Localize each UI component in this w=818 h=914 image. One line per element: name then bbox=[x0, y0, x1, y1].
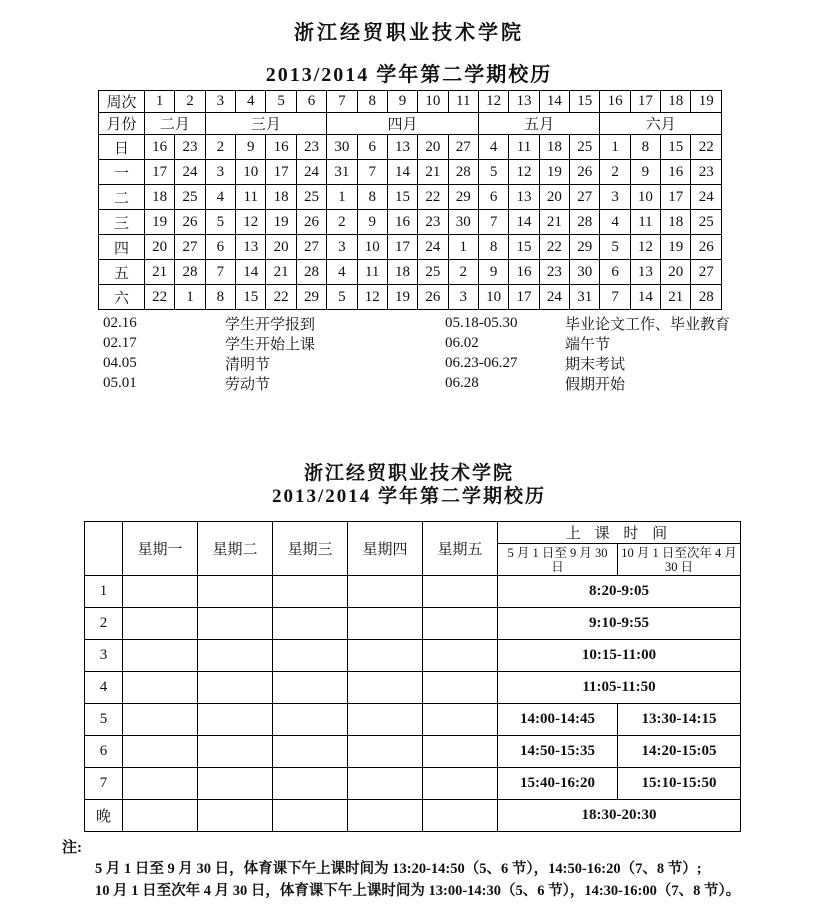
date-cell: 26 bbox=[418, 285, 448, 310]
key-event: 端午节 bbox=[565, 336, 611, 353]
weekday-label: 四 bbox=[99, 235, 145, 260]
week-number-15: 15 bbox=[570, 91, 600, 113]
footnote-line: 5 月 1 日至 9 月 30 日，体育课下午上课时间为 13:20-14:50（5、6 节），14:50-16:20（7、8 节）; bbox=[95, 861, 702, 877]
weekday-label: 三 bbox=[99, 210, 145, 235]
date-cell: 21 bbox=[418, 160, 448, 185]
date-cell: 25 bbox=[418, 260, 448, 285]
date-cell: 21 bbox=[145, 260, 175, 285]
date-cell: 4 bbox=[600, 210, 630, 235]
class-time-winter: 13:30-14:15 bbox=[618, 704, 741, 736]
empty-schedule-cell bbox=[348, 640, 423, 672]
key-event: 学生开学报到 bbox=[225, 316, 316, 333]
date-cell: 12 bbox=[236, 210, 266, 235]
date-cell: 3 bbox=[327, 235, 357, 260]
empty-schedule-cell bbox=[348, 768, 423, 800]
date-cell: 8 bbox=[630, 135, 660, 160]
empty-schedule-cell bbox=[273, 576, 348, 608]
date-cell: 5 bbox=[600, 235, 630, 260]
date-cell: 5 bbox=[478, 160, 508, 185]
date-cell: 18 bbox=[661, 210, 691, 235]
empty-schedule-cell bbox=[348, 576, 423, 608]
period-label: 6 bbox=[85, 736, 123, 768]
date-cell: 1 bbox=[448, 235, 478, 260]
date-cell: 16 bbox=[661, 160, 691, 185]
date-cell: 19 bbox=[387, 285, 417, 310]
empty-schedule-cell bbox=[423, 800, 498, 832]
week-number-8: 8 bbox=[357, 91, 387, 113]
empty-schedule-cell bbox=[123, 640, 198, 672]
date-cell: 30 bbox=[448, 210, 478, 235]
date-cell: 24 bbox=[418, 235, 448, 260]
date-cell: 13 bbox=[387, 135, 417, 160]
date-cell: 25 bbox=[570, 135, 600, 160]
empty-schedule-cell bbox=[423, 768, 498, 800]
date-cell: 26 bbox=[296, 210, 326, 235]
date-cell: 20 bbox=[145, 235, 175, 260]
week-number-4: 4 bbox=[236, 91, 266, 113]
period-row bbox=[85, 800, 741, 832]
date-cell: 22 bbox=[266, 285, 296, 310]
weekday-header: 星期三 bbox=[273, 522, 348, 576]
footnote-line: 10 月 1 日至次年 4 月 30 日，体育课下午上课时间为 13:00-14:30（5、6 节），14:30-16:00（7、8 节）。 bbox=[95, 882, 741, 899]
date-cell: 4 bbox=[205, 185, 235, 210]
class-time-header: 上 课 时 间 bbox=[498, 522, 741, 544]
empty-schedule-cell bbox=[423, 704, 498, 736]
weekday-header: 星期五 bbox=[423, 522, 498, 576]
date-cell: 18 bbox=[145, 185, 175, 210]
date-cell: 9 bbox=[357, 210, 387, 235]
key-date: 02.16 bbox=[103, 314, 137, 331]
key-date: 04.05 bbox=[103, 354, 137, 371]
date-cell: 14 bbox=[630, 285, 660, 310]
date-cell: 10 bbox=[630, 185, 660, 210]
date-cell: 27 bbox=[691, 260, 722, 285]
date-cell: 9 bbox=[478, 260, 508, 285]
date-cell: 30 bbox=[570, 260, 600, 285]
key-date: 05.01 bbox=[103, 374, 137, 391]
key-event: 假期开始 bbox=[565, 376, 626, 393]
date-cell: 10 bbox=[357, 235, 387, 260]
key-event: 劳动节 bbox=[225, 376, 271, 393]
key-date: 06.28 bbox=[445, 374, 479, 391]
date-cell: 28 bbox=[296, 260, 326, 285]
date-cell: 2 bbox=[448, 260, 478, 285]
day-row bbox=[99, 135, 722, 160]
school-name-title-2: 浙江经贸职业技术学院 bbox=[303, 463, 514, 484]
date-cell: 5 bbox=[205, 210, 235, 235]
period-label: 4 bbox=[85, 672, 123, 704]
empty-schedule-cell bbox=[273, 640, 348, 672]
date-cell: 3 bbox=[600, 185, 630, 210]
date-cell: 18 bbox=[266, 185, 296, 210]
date-cell: 28 bbox=[175, 260, 205, 285]
weekday-header: 星期一 bbox=[123, 522, 198, 576]
date-cell: 20 bbox=[418, 135, 448, 160]
date-cell: 2 bbox=[327, 210, 357, 235]
date-cell: 9 bbox=[630, 160, 660, 185]
empty-schedule-cell bbox=[123, 800, 198, 832]
date-cell: 14 bbox=[236, 260, 266, 285]
empty-schedule-cell bbox=[123, 576, 198, 608]
week-number-17: 17 bbox=[630, 91, 660, 113]
week-number-12: 12 bbox=[478, 91, 508, 113]
date-cell: 19 bbox=[661, 235, 691, 260]
period-label: 7 bbox=[85, 768, 123, 800]
date-cell: 17 bbox=[509, 285, 539, 310]
key-date: 02.17 bbox=[103, 334, 137, 351]
date-cell: 27 bbox=[448, 135, 478, 160]
date-cell: 15 bbox=[236, 285, 266, 310]
day-row bbox=[99, 260, 722, 285]
day-row bbox=[99, 185, 722, 210]
empty-schedule-cell bbox=[348, 704, 423, 736]
date-cell: 10 bbox=[236, 160, 266, 185]
date-cell: 31 bbox=[327, 160, 357, 185]
day-row bbox=[99, 285, 722, 310]
empty-schedule-cell bbox=[273, 704, 348, 736]
date-cell: 6 bbox=[357, 135, 387, 160]
date-cell: 16 bbox=[509, 260, 539, 285]
date-cell: 23 bbox=[539, 260, 569, 285]
date-cell: 22 bbox=[539, 235, 569, 260]
empty-schedule-cell bbox=[123, 672, 198, 704]
month-cell: 六月 bbox=[600, 113, 722, 135]
empty-schedule-cell bbox=[198, 800, 273, 832]
month-cell: 五月 bbox=[478, 113, 599, 135]
date-cell: 16 bbox=[387, 210, 417, 235]
date-cell: 20 bbox=[539, 185, 569, 210]
date-cell: 5 bbox=[327, 285, 357, 310]
empty-schedule-cell bbox=[348, 736, 423, 768]
week-number-16: 16 bbox=[600, 91, 630, 113]
date-cell: 2 bbox=[600, 160, 630, 185]
date-cell: 21 bbox=[539, 210, 569, 235]
date-cell: 4 bbox=[327, 260, 357, 285]
date-cell: 15 bbox=[387, 185, 417, 210]
key-event: 学生开始上课 bbox=[225, 336, 316, 353]
empty-schedule-cell bbox=[198, 768, 273, 800]
empty-schedule-cell bbox=[123, 736, 198, 768]
timetable-header-row bbox=[85, 522, 741, 544]
week-number-6: 6 bbox=[296, 91, 326, 113]
date-cell: 23 bbox=[691, 160, 722, 185]
class-time-merged: 10:15-11:00 bbox=[498, 640, 741, 672]
date-cell: 23 bbox=[418, 210, 448, 235]
timetable-title-block bbox=[0, 462, 818, 508]
date-cell: 6 bbox=[478, 185, 508, 210]
date-cell: 10 bbox=[478, 285, 508, 310]
date-cell: 27 bbox=[570, 185, 600, 210]
date-cell: 22 bbox=[418, 185, 448, 210]
empty-schedule-cell bbox=[198, 736, 273, 768]
date-cell: 3 bbox=[448, 285, 478, 310]
date-cell: 1 bbox=[175, 285, 205, 310]
class-time-winter: 15:10-15:50 bbox=[618, 768, 741, 800]
class-timetable bbox=[84, 521, 741, 832]
empty-schedule-cell bbox=[273, 768, 348, 800]
date-cell: 11 bbox=[357, 260, 387, 285]
class-time-summer: 14:50-15:35 bbox=[498, 736, 618, 768]
period-row bbox=[85, 736, 741, 768]
date-cell: 23 bbox=[175, 135, 205, 160]
date-cell: 20 bbox=[266, 235, 296, 260]
date-cell: 4 bbox=[478, 135, 508, 160]
empty-schedule-cell bbox=[273, 800, 348, 832]
date-cell: 3 bbox=[205, 160, 235, 185]
date-cell: 17 bbox=[266, 160, 296, 185]
date-cell: 11 bbox=[509, 135, 539, 160]
empty-schedule-cell bbox=[348, 800, 423, 832]
month-cell: 四月 bbox=[327, 113, 479, 135]
period-label: 晚 bbox=[85, 800, 123, 832]
weekday-header: 星期四 bbox=[348, 522, 423, 576]
empty-schedule-cell bbox=[198, 704, 273, 736]
date-cell: 14 bbox=[387, 160, 417, 185]
date-cell: 24 bbox=[691, 185, 722, 210]
date-cell: 7 bbox=[357, 160, 387, 185]
date-cell: 12 bbox=[509, 160, 539, 185]
week-number-2: 2 bbox=[175, 91, 205, 113]
key-event: 期末考试 bbox=[565, 356, 626, 373]
date-cell: 24 bbox=[175, 160, 205, 185]
weekday-label: 一 bbox=[99, 160, 145, 185]
date-cell: 8 bbox=[357, 185, 387, 210]
date-cell: 28 bbox=[448, 160, 478, 185]
class-time-summer: 15:40-16:20 bbox=[498, 768, 618, 800]
date-cell: 7 bbox=[478, 210, 508, 235]
date-cell: 6 bbox=[205, 235, 235, 260]
weekday-label: 日 bbox=[99, 135, 145, 160]
date-cell: 31 bbox=[570, 285, 600, 310]
date-cell: 25 bbox=[691, 210, 722, 235]
month-cell: 二月 bbox=[145, 113, 206, 135]
empty-schedule-cell bbox=[423, 640, 498, 672]
date-cell: 21 bbox=[266, 260, 296, 285]
date-cell: 12 bbox=[357, 285, 387, 310]
week-number-18: 18 bbox=[661, 91, 691, 113]
date-cell: 19 bbox=[145, 210, 175, 235]
date-cell: 15 bbox=[509, 235, 539, 260]
date-cell: 22 bbox=[145, 285, 175, 310]
empty-schedule-cell bbox=[123, 768, 198, 800]
week-number-14: 14 bbox=[539, 91, 569, 113]
empty-schedule-cell bbox=[198, 608, 273, 640]
week-number-5: 5 bbox=[266, 91, 296, 113]
date-cell: 9 bbox=[236, 135, 266, 160]
time-range-subheader: 5 月 1 日至 9 月 30 日 bbox=[498, 544, 618, 576]
date-cell: 30 bbox=[327, 135, 357, 160]
key-date: 06.23-06.27 bbox=[445, 354, 518, 371]
date-cell: 28 bbox=[691, 285, 722, 310]
corner-cell bbox=[85, 522, 123, 576]
date-cell: 29 bbox=[448, 185, 478, 210]
date-cell: 24 bbox=[539, 285, 569, 310]
empty-schedule-cell bbox=[423, 736, 498, 768]
weekday-label: 二 bbox=[99, 185, 145, 210]
date-cell: 16 bbox=[145, 135, 175, 160]
semester-calendar-table bbox=[98, 90, 722, 310]
date-cell: 16 bbox=[266, 135, 296, 160]
week-header-label: 周次 bbox=[99, 91, 145, 113]
class-time-merged: 18:30-20:30 bbox=[498, 800, 741, 832]
date-cell: 22 bbox=[691, 135, 722, 160]
empty-schedule-cell bbox=[348, 608, 423, 640]
date-cell: 26 bbox=[691, 235, 722, 260]
date-cell: 13 bbox=[630, 260, 660, 285]
weekday-header: 星期二 bbox=[198, 522, 273, 576]
week-number-13: 13 bbox=[509, 91, 539, 113]
period-row bbox=[85, 576, 741, 608]
empty-schedule-cell bbox=[273, 672, 348, 704]
school-name-title: 浙江经贸职业技术学院 bbox=[294, 22, 524, 44]
date-cell: 8 bbox=[478, 235, 508, 260]
date-cell: 29 bbox=[570, 235, 600, 260]
empty-schedule-cell bbox=[198, 672, 273, 704]
date-cell: 18 bbox=[387, 260, 417, 285]
empty-schedule-cell bbox=[198, 640, 273, 672]
weekday-label: 五 bbox=[99, 260, 145, 285]
date-cell: 13 bbox=[236, 235, 266, 260]
period-label: 3 bbox=[85, 640, 123, 672]
day-row bbox=[99, 160, 722, 185]
date-cell: 14 bbox=[509, 210, 539, 235]
date-cell: 19 bbox=[266, 210, 296, 235]
date-cell: 27 bbox=[175, 235, 205, 260]
month-header-label: 月份 bbox=[99, 113, 145, 135]
period-row bbox=[85, 640, 741, 672]
weekday-label: 六 bbox=[99, 285, 145, 310]
date-cell: 6 bbox=[600, 260, 630, 285]
footnote-lines bbox=[95, 859, 802, 902]
date-cell: 15 bbox=[661, 135, 691, 160]
date-cell: 25 bbox=[175, 185, 205, 210]
date-cell: 8 bbox=[205, 285, 235, 310]
empty-schedule-cell bbox=[348, 672, 423, 704]
key-event: 清明节 bbox=[225, 356, 271, 373]
calendar-title-block bbox=[0, 16, 818, 87]
date-cell: 17 bbox=[145, 160, 175, 185]
key-event: 毕业论文工作、毕业教育 bbox=[565, 316, 731, 333]
date-cell: 24 bbox=[296, 160, 326, 185]
date-cell: 27 bbox=[296, 235, 326, 260]
date-cell: 23 bbox=[296, 135, 326, 160]
week-number-1: 1 bbox=[145, 91, 175, 113]
period-row bbox=[85, 704, 741, 736]
period-label: 2 bbox=[85, 608, 123, 640]
week-number-19: 19 bbox=[691, 91, 722, 113]
key-date: 05.18-05.30 bbox=[445, 314, 518, 331]
date-cell: 17 bbox=[661, 185, 691, 210]
date-cell: 26 bbox=[175, 210, 205, 235]
date-cell: 29 bbox=[296, 285, 326, 310]
date-cell: 17 bbox=[387, 235, 417, 260]
date-cell: 1 bbox=[600, 135, 630, 160]
day-row bbox=[99, 235, 722, 260]
footnote-section bbox=[62, 836, 802, 902]
class-time-summer: 14:00-14:45 bbox=[498, 704, 618, 736]
date-cell: 7 bbox=[600, 285, 630, 310]
period-label: 1 bbox=[85, 576, 123, 608]
date-cell: 26 bbox=[570, 160, 600, 185]
class-time-merged: 11:05-11:50 bbox=[498, 672, 741, 704]
date-cell: 18 bbox=[539, 135, 569, 160]
date-cell: 13 bbox=[509, 185, 539, 210]
class-time-winter: 14:20-15:05 bbox=[618, 736, 741, 768]
month-cell: 三月 bbox=[205, 113, 326, 135]
date-cell: 28 bbox=[570, 210, 600, 235]
semester-subtitle: 2013/2014 学年第二学期校历 bbox=[265, 64, 553, 86]
date-cell: 11 bbox=[236, 185, 266, 210]
period-row bbox=[85, 608, 741, 640]
date-cell: 25 bbox=[296, 185, 326, 210]
semester-subtitle-2: 2013/2014 学年第二学期校历 bbox=[271, 486, 547, 507]
week-number-row bbox=[99, 91, 722, 113]
time-range-subheader: 10 月 1 日至次年 4 月 30 日 bbox=[618, 544, 741, 576]
date-cell: 2 bbox=[205, 135, 235, 160]
week-number-3: 3 bbox=[205, 91, 235, 113]
key-dates-section bbox=[103, 313, 763, 393]
date-cell: 19 bbox=[539, 160, 569, 185]
date-cell: 12 bbox=[630, 235, 660, 260]
key-date: 06.02 bbox=[445, 334, 479, 351]
week-number-9: 9 bbox=[387, 91, 417, 113]
empty-schedule-cell bbox=[423, 576, 498, 608]
empty-schedule-cell bbox=[123, 704, 198, 736]
day-row bbox=[99, 210, 722, 235]
empty-schedule-cell bbox=[198, 576, 273, 608]
week-number-10: 10 bbox=[418, 91, 448, 113]
date-cell: 7 bbox=[205, 260, 235, 285]
date-cell: 1 bbox=[327, 185, 357, 210]
empty-schedule-cell bbox=[423, 672, 498, 704]
period-row bbox=[85, 768, 741, 800]
week-number-11: 11 bbox=[448, 91, 478, 113]
week-number-7: 7 bbox=[327, 91, 357, 113]
date-cell: 21 bbox=[661, 285, 691, 310]
empty-schedule-cell bbox=[123, 608, 198, 640]
empty-schedule-cell bbox=[273, 736, 348, 768]
date-cell: 11 bbox=[630, 210, 660, 235]
period-row bbox=[85, 672, 741, 704]
footnote-label: 注: bbox=[62, 840, 82, 856]
empty-schedule-cell bbox=[423, 608, 498, 640]
class-time-merged: 9:10-9:55 bbox=[498, 608, 741, 640]
empty-schedule-cell bbox=[273, 608, 348, 640]
period-label: 5 bbox=[85, 704, 123, 736]
class-time-merged: 8:20-9:05 bbox=[498, 576, 741, 608]
month-row bbox=[99, 113, 722, 135]
date-cell: 20 bbox=[661, 260, 691, 285]
